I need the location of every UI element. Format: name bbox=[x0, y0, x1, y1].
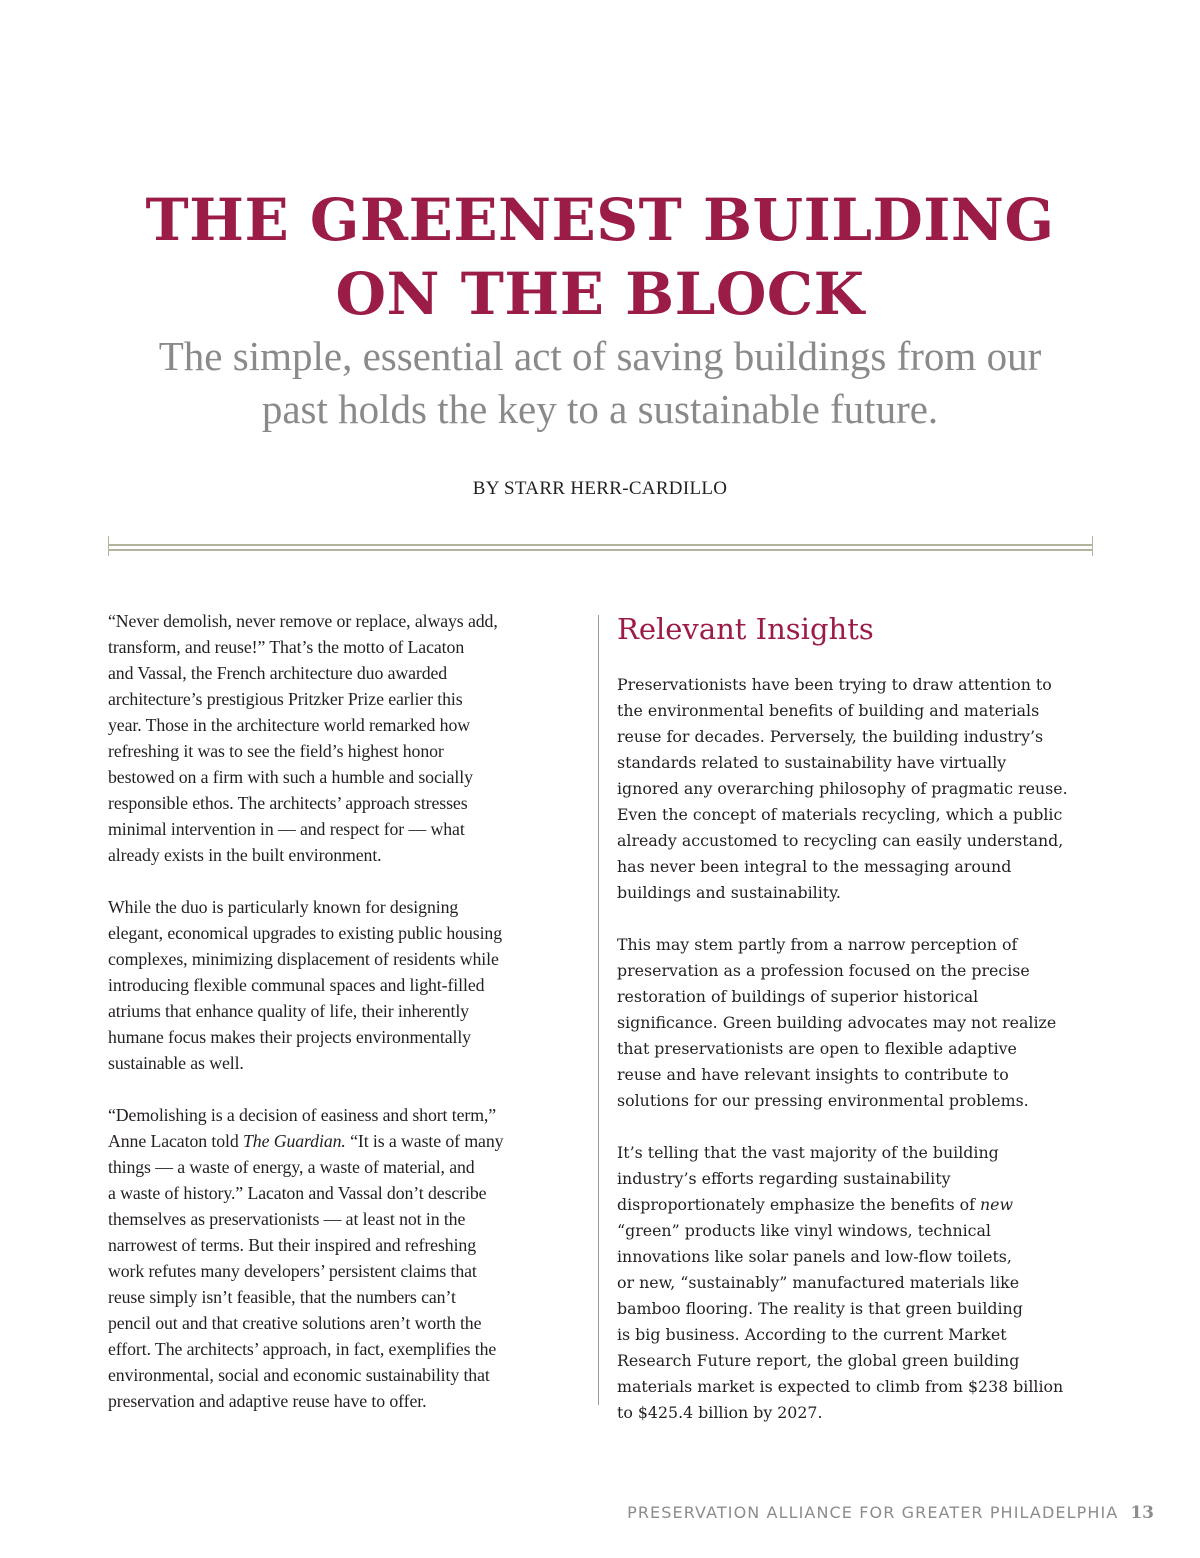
text-line: bestowed on a firm with such a humble and socially bbox=[108, 767, 473, 787]
publication-name: PRESERVATION ALLIANCE FOR GREATER PHILADELPHIA bbox=[627, 1503, 1119, 1522]
text-line: responsible ethos. The architects’ approach stresses bbox=[108, 793, 468, 813]
text-line: innovations like solar panels and low-flow toilets, bbox=[617, 1247, 1012, 1266]
page-number: 13 bbox=[1130, 1503, 1154, 1523]
text-line: significance. Green building advocates may not realize bbox=[617, 1013, 1057, 1032]
headline-line-1: THE GREENEST BUILDING bbox=[145, 186, 1055, 254]
text-line: standards related to sustainability have virtually bbox=[617, 753, 1007, 772]
text-line: the environmental benefits of building and materials bbox=[617, 701, 1040, 720]
text-line: industry’s efforts regarding sustainability bbox=[617, 1169, 951, 1188]
text-line: year. Those in the architecture world remarked how bbox=[108, 715, 471, 735]
right-column bbox=[617, 610, 1097, 1452]
text-line: is big business. According to the current Market bbox=[617, 1325, 1007, 1344]
left-paragraph-1 bbox=[108, 608, 576, 868]
subtitle-line-1: The simple, essential act of saving buildings from our bbox=[158, 333, 1042, 379]
text-line: has never been integral to the messaging around bbox=[617, 857, 1012, 876]
rule-line-bottom bbox=[108, 549, 1093, 551]
text-line: a waste of history.” Lacaton and Vassal don’t describe bbox=[108, 1183, 487, 1203]
headline-line-2: ON THE BLOCK bbox=[335, 260, 865, 328]
text-line: already accustomed to recycling can easily understand, bbox=[617, 831, 1064, 850]
text-line: to $425.4 billion by 2027. bbox=[617, 1403, 823, 1422]
page-footer bbox=[627, 1503, 1154, 1523]
column-divider bbox=[598, 615, 599, 1405]
right-paragraph-2 bbox=[617, 932, 1097, 1114]
article-headline bbox=[0, 183, 1200, 331]
text-line: minimal intervention in — and respect for — what bbox=[108, 819, 465, 839]
text-line: or new, “sustainably” manufactured materials like bbox=[617, 1273, 1020, 1292]
text-line: preservation as a profession focused on the precise bbox=[617, 961, 1030, 980]
right-paragraph-3 bbox=[617, 1140, 1097, 1426]
text-line: reuse simply isn’t feasible, that the numbers can’t bbox=[108, 1287, 456, 1307]
text-line: Even the concept of materials recycling, which a public bbox=[617, 805, 1063, 824]
text-line: solutions for our pressing environmental problems. bbox=[617, 1091, 1029, 1110]
text-line: atriums that enhance quality of life, their inherently bbox=[108, 1001, 469, 1021]
byline: BY STARR HERR-CARDILLO bbox=[472, 478, 728, 499]
text-line: architecture’s prestigious Pritzker Prize earlier this bbox=[108, 689, 463, 709]
rule-cap-left bbox=[108, 536, 109, 556]
emphasis-italic: new bbox=[979, 1195, 1014, 1214]
text-line: complexes, minimizing displacement of residents while bbox=[108, 949, 499, 969]
text-line: pencil out and that creative solutions aren’t worth the bbox=[108, 1313, 482, 1333]
text-line: humane focus makes their projects environmentally bbox=[108, 1027, 471, 1047]
text-line: work refutes many developers’ persistent claims that bbox=[108, 1261, 477, 1281]
section-divider-rule bbox=[108, 536, 1093, 556]
text-line: “green” products like vinyl windows, technical bbox=[617, 1221, 991, 1240]
text-line: reuse for decades. Perversely, the building industry’s bbox=[617, 727, 1044, 746]
text-line: introducing flexible communal spaces and light-filled bbox=[108, 975, 485, 995]
text-line: already exists in the built environment. bbox=[108, 845, 382, 865]
publication-title-italic: The Guardian. bbox=[242, 1131, 346, 1151]
text-line: environmental, social and economic sustainability that bbox=[108, 1365, 490, 1385]
left-column bbox=[108, 608, 576, 1440]
text-line: transform, and reuse!” That’s the motto of Lacaton bbox=[108, 637, 465, 657]
right-paragraph-1 bbox=[617, 672, 1097, 906]
text-line: elegant, economical upgrades to existing public housing bbox=[108, 923, 502, 943]
text-line: effort. The architects’ approach, in fact, exemplifies the bbox=[108, 1339, 497, 1359]
text-line bbox=[108, 1128, 576, 1154]
text-line: that preservationists are open to flexible adaptive bbox=[617, 1039, 1017, 1058]
text-run: disproportionately emphasize the benefits of bbox=[617, 1195, 980, 1214]
text-line: It’s telling that the vast majority of the building bbox=[617, 1143, 999, 1162]
text-line: buildings and sustainability. bbox=[617, 883, 841, 902]
text-line: things — a waste of energy, a waste of material, and bbox=[108, 1157, 475, 1177]
text-line: sustainable as well. bbox=[108, 1053, 244, 1073]
text-line: “Demolishing is a decision of easiness and short term,” bbox=[108, 1105, 497, 1125]
text-run: Anne Lacaton told bbox=[108, 1131, 243, 1151]
text-line: narrowest of terms. But their inspired and refreshing bbox=[108, 1235, 477, 1255]
text-line: ignored any overarching philosophy of pragmatic reuse. bbox=[617, 779, 1068, 798]
text-line bbox=[617, 1192, 1097, 1218]
text-line: restoration of buildings of superior historical bbox=[617, 987, 979, 1006]
text-run: “It is a waste of many bbox=[345, 1131, 504, 1151]
text-line: Research Future report, the global green building bbox=[617, 1351, 1020, 1370]
rule-line-top bbox=[108, 544, 1093, 546]
article-subtitle bbox=[0, 330, 1200, 436]
text-line: “Never demolish, never remove or replace, always add, bbox=[108, 611, 498, 631]
text-line: This may stem partly from a narrow perception of bbox=[617, 935, 1018, 954]
text-line: preservation and adaptive reuse have to offer. bbox=[108, 1391, 427, 1411]
text-line: While the duo is particularly known for designing bbox=[108, 897, 459, 917]
text-line: and Vassal, the French architecture duo awarded bbox=[108, 663, 448, 683]
text-line: materials market is expected to climb from $238 billion bbox=[617, 1377, 1064, 1396]
text-line: reuse and have relevant insights to contribute to bbox=[617, 1065, 1009, 1084]
text-line: bamboo flooring. The reality is that green building bbox=[617, 1299, 1023, 1318]
rule-cap-right bbox=[1092, 536, 1093, 556]
section-heading: Relevant Insights bbox=[617, 612, 874, 646]
text-line: refreshing it was to see the field’s highest honor bbox=[108, 741, 444, 761]
text-line: themselves as preservationists — at least not in the bbox=[108, 1209, 466, 1229]
text-line: Preservationists have been trying to draw attention to bbox=[617, 675, 1052, 694]
subtitle-line-2: past holds the key to a sustainable future. bbox=[261, 386, 939, 432]
left-paragraph-3 bbox=[108, 1102, 576, 1414]
left-paragraph-2 bbox=[108, 894, 576, 1076]
